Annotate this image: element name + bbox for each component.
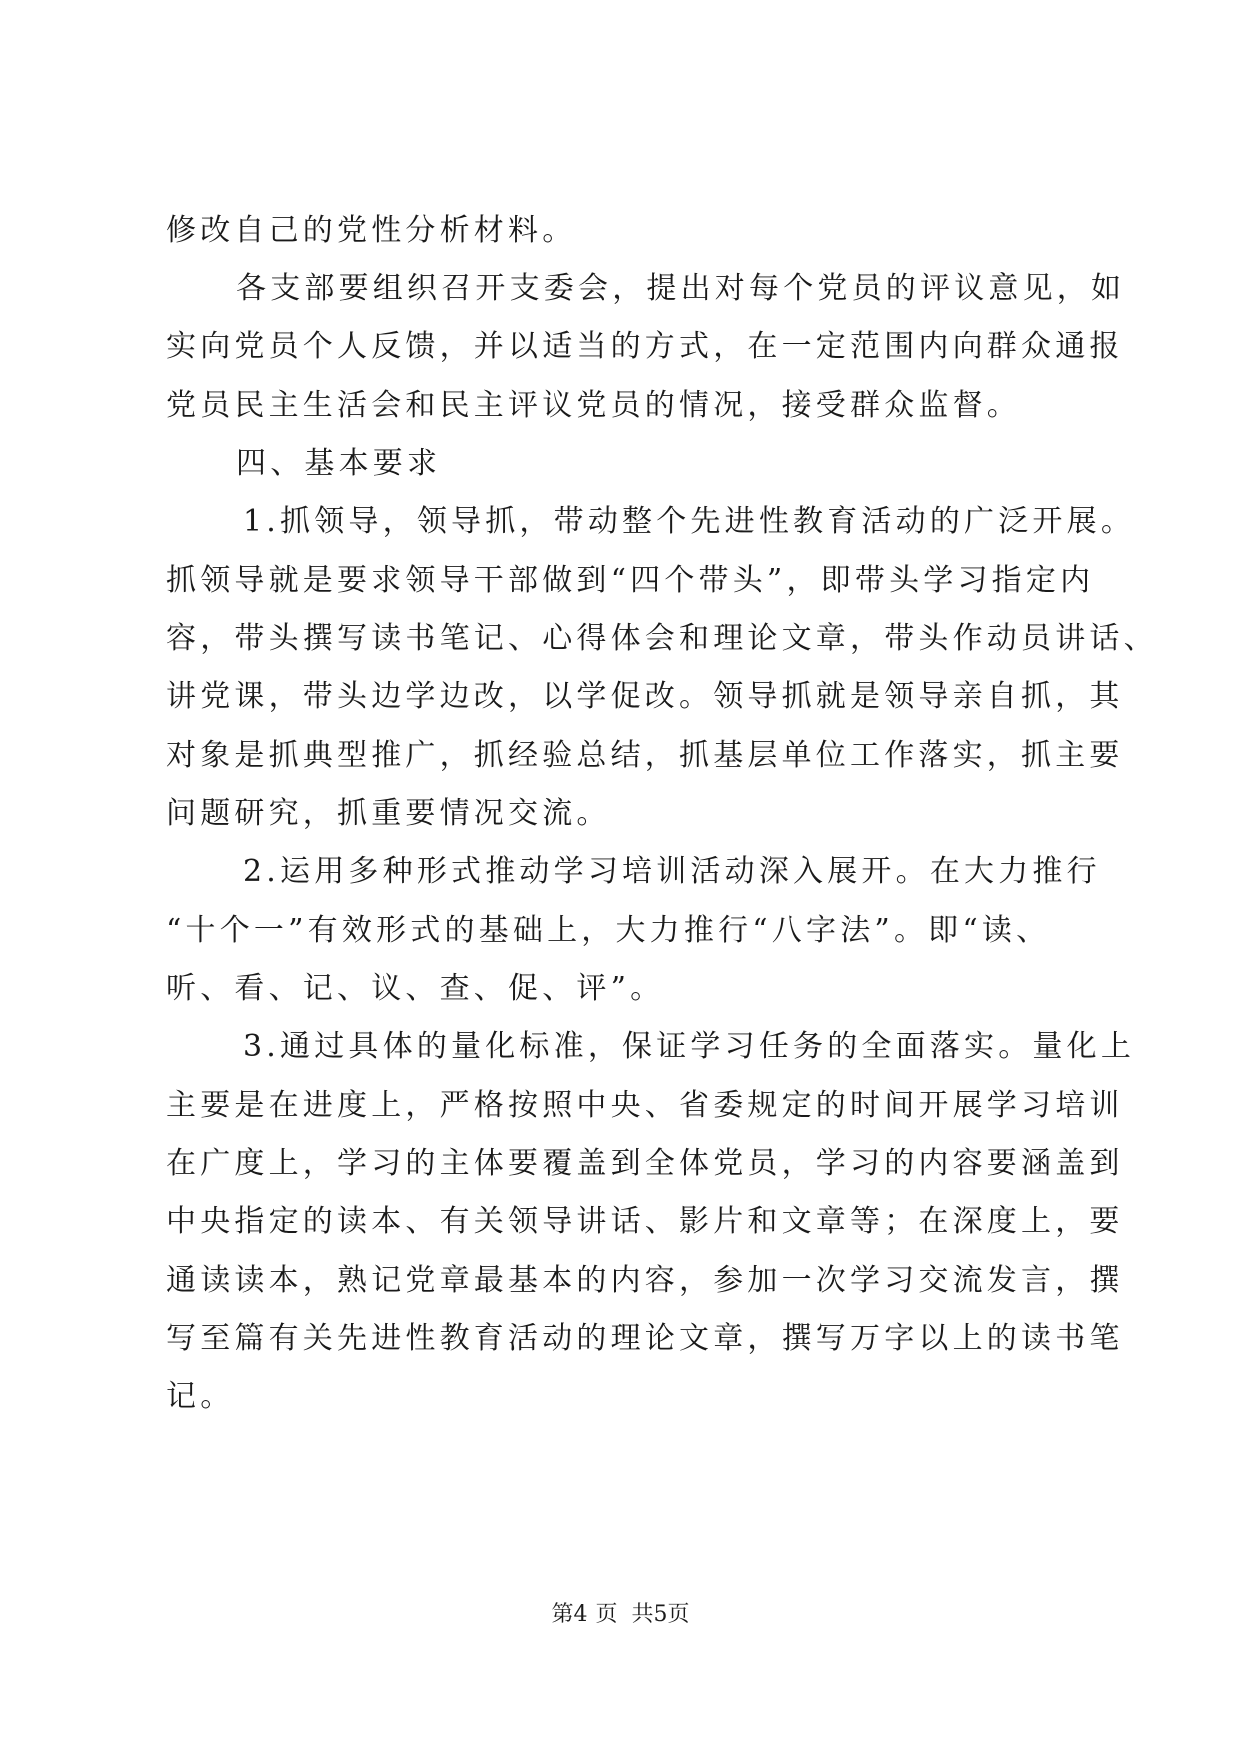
list-item-2: 2.运用多种形式推动学习培训活动深入展开。在大力推行 (243, 854, 1101, 889)
page-prefix: 第 (551, 1602, 574, 1627)
body-line: 修改自己的党性分析材料。 (166, 213, 577, 248)
body-line: 对象是抓典型推广，抓经验总结，抓基层单位工作落实，抓主要 (166, 738, 1124, 773)
page-total: 5 (653, 1602, 668, 1627)
page-label: 页 (595, 1602, 618, 1627)
body-line: 问题研究，抓重要情况交流。 (166, 796, 611, 831)
page-current: 4 (573, 1602, 588, 1627)
section-heading: 四、基本要求 (236, 446, 442, 481)
total-label: 页 (667, 1602, 690, 1627)
body-line: 容，带头撰写读书笔记、心得体会和理论文章，带头作动员讲话、 (166, 621, 1158, 656)
paragraph-first-line: 各支部要组织召开支委会，提出对每个党员的评议意见，如 (236, 271, 1126, 306)
body-line: 讲党课，带头边学边改，以学促改。领导抓就是领导亲自抓，其 (166, 679, 1124, 714)
body-line: 写至篇有关先进性教育活动的理论文章，撰写万字以上的读书笔 (166, 1321, 1124, 1356)
body-line: 主要是在进度上，严格按照中央、省委规定的时间开展学习培训 (166, 1088, 1124, 1123)
body-line: 在广度上，学习的主体要覆盖到全体党员，学习的内容要涵盖到 (166, 1146, 1124, 1181)
body-line: 抓领导就是要求领导干部做到“四个带头”，即带头学习指定内 (166, 563, 1095, 598)
list-item-3: 3.通过具体的量化标准，保证学习任务的全面落实。量化上 (243, 1029, 1136, 1064)
body-line: 实向党员个人反馈，并以适当的方式，在一定范围内向群众通报 (166, 329, 1124, 364)
body-line: “十个一”有效形式的基础上，大力推行“八字法”。即“读、 (166, 913, 1051, 948)
body-line: 通读读本，熟记党章最基本的内容，参加一次学习交流发言，撰 (166, 1263, 1124, 1298)
body-line: 中央指定的读本、有关领导讲话、影片和文章等；在深度上，要 (166, 1204, 1124, 1239)
page-footer (0, 1600, 1241, 1630)
body-line: 听、看、记、议、查、促、评”。 (166, 971, 665, 1006)
body-line: 党员民主生活会和民主评议党员的情况，接受群众监督。 (166, 388, 1021, 423)
total-prefix: 共 (631, 1602, 654, 1627)
list-item-1: 1.抓领导，领导抓，带动整个先进性教育活动的广泛开展。 (243, 504, 1136, 539)
body-line: 记。 (166, 1379, 235, 1414)
